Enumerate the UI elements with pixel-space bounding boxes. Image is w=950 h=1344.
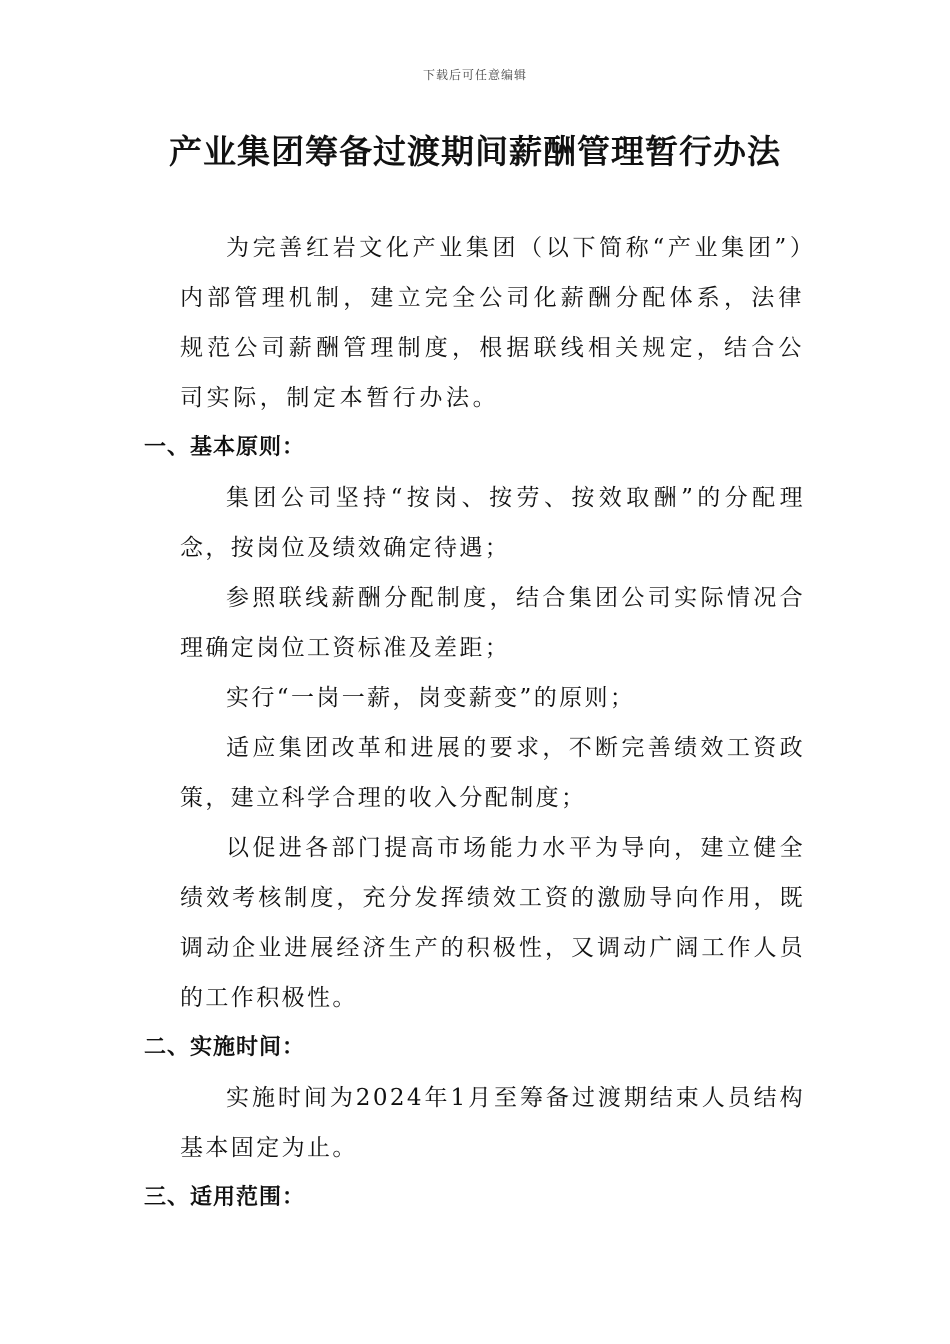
section-implementation-time: [144, 1023, 805, 1173]
principle-paragraph: 实行“一岗一薪，岗变薪变”的原则；: [226, 685, 636, 711]
section-heading: 一、基本原则：: [144, 435, 306, 460]
principle-paragraph: 以促进各部门提高市场能力水平为导向，建立健全绩效考核制度，充分发挥绩效工资的激励导向作用，既调动企业进展经济生产的积极性，又调动广阔工作人员的工作积极性。: [180, 835, 805, 1011]
principle-paragraph: 适应集团改革和进展的要求，不断完善绩效工资政策，建立科学合理的收入分配制度；: [180, 735, 805, 811]
section-scope: [144, 1173, 805, 1223]
principle-paragraph: 参照联线薪酬分配制度，结合集团公司实际情况合理确定岗位工资标准及差距；: [180, 585, 805, 661]
section-heading: 三、适用范围：: [144, 1185, 306, 1210]
implementation-paragraph: 实施时间为2024年1月至筹备过渡期结束人员结构基本固定为止。: [180, 1085, 805, 1161]
section-heading: 二、实施时间：: [144, 1035, 306, 1060]
document-body: [144, 223, 805, 1223]
section-basic-principles: [144, 423, 805, 1023]
intro-paragraph: 为完善红岩文化产业集团（以下简称“产业集团”）内部管理机制，建立完全公司化薪酬分配体系，法律规范公司薪酬管理制度，根据联线相关规定，结合公司实际，制定本暂行办法。: [180, 235, 805, 411]
principle-paragraph: 集团公司坚持“按岗、按劳、按效取酬”的分配理念，按岗位及绩效确定待遇；: [180, 485, 805, 561]
header-note: 下载后可任意编辑: [422, 68, 527, 82]
document-title: 产业集团筹备过渡期间薪酬管理暂行办法: [169, 132, 781, 171]
